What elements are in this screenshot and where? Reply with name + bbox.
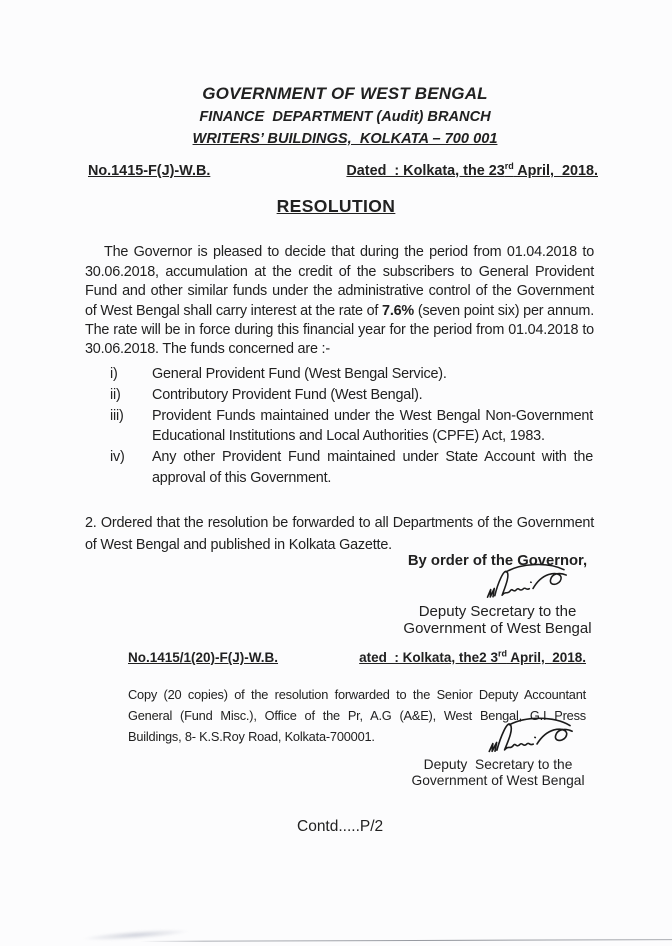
paragraph1-end: (seven point six) per annum. The rate will be in force during this financial year for the period from 01.04.2018 to 30.06.2018. The funds concerned are :- (85, 302, 594, 358)
memo2-dated-ordinal: rd (497, 648, 507, 659)
copy-forwarding-paragraph: Copy (20 copies) of the resolution forwarded to the Senior Deputy Accountant General (Fund Misc.), Office of the Pr, A.G (A&E), West Bengal, G.I Press Buildings, 8- K.S.Roy Road, Kolkata-700001. (128, 686, 586, 744)
memo1-number: No.1415-F(J)-W.B. (88, 163, 211, 179)
list-item (110, 364, 593, 385)
memo-row-1 (88, 163, 598, 179)
letterhead-department: FINANCE DEPARTMENT (Audit) BRANCH (199, 109, 491, 125)
resolution-title: RESOLUTION (276, 196, 396, 216)
signatory2-line-2: Government of West Bengal (411, 772, 585, 788)
list-marker: iv) (110, 449, 125, 466)
list-text: Contributory Provident Fund (West Bengal). (152, 386, 423, 403)
list-marker: ii) (110, 386, 121, 403)
signatory-block-2 (408, 757, 588, 788)
signatory1-line-1: Deputy Secretary to the (418, 603, 577, 620)
memo-row-2 (128, 650, 586, 665)
memo1-dated (346, 163, 598, 179)
body-paragraph-1 (85, 243, 594, 359)
memo2-dated-year: April, 2018. (506, 650, 586, 665)
interest-rate-value: 7.6% (382, 302, 415, 319)
list-text: Provident Funds maintained under the West Bengal Non-Government Educational Institutions and Local Authorities (CPFE) Act, 1983. (152, 407, 593, 445)
memo2-number: No.1415/1(20)-F(J)-W.B. (128, 650, 279, 665)
letterhead-government: GOVERNMENT OF WEST BENGAL (202, 84, 488, 103)
signatory2-line-1: Deputy Secretary to the (423, 757, 573, 772)
list-item (110, 447, 593, 489)
list-text: General Provident Fund (West Bengal Service). (152, 366, 447, 382)
memo2-dated (359, 650, 586, 665)
scan-edge-line (140, 939, 672, 942)
list-item (110, 406, 593, 448)
list-marker: iii) (110, 407, 124, 424)
memo2-dated-text: ated : Kolkata, the2 3 (359, 650, 498, 665)
signature-1 (480, 560, 574, 603)
list-text: Any other Provident Fund maintained under State Account with the approval of this Government. (152, 449, 593, 486)
letterhead (30, 85, 660, 146)
memo1-dated-ordinal: rd (504, 161, 514, 172)
signatory1-line-2: Government of West Bengal (403, 619, 592, 637)
list-marker: i) (110, 366, 118, 382)
resolution-title-row (0, 196, 672, 217)
body-paragraph-2: 2. Ordered that the resolution be forwarded to all Departments of the Government of West Bengal and published in Kolkata Gazette. (85, 515, 594, 553)
provident-fund-list (110, 364, 593, 489)
continued-page-indicator: Contd.....P/2 (297, 818, 384, 835)
paragraph1-start: The Governor is pleased to decide that during the period from 01.04.2018 to 30.06.2018, accumulation at the credit of the subscribers to General Provident Fund and other similar funds under the administrative control of the Government of West Bengal shall carry interest at the rate of (85, 244, 594, 319)
signature-2 (482, 715, 579, 757)
memo1-dated-year: April, 2018. (513, 163, 598, 179)
letterhead-address: WRITERS’ BUILDINGS, KOLKATA – 700 001 (192, 130, 498, 147)
memo1-dated-text: Dated : Kolkata, the 23 (346, 163, 505, 179)
signatory-block-1 (395, 604, 600, 637)
by-order-line: By order of the Governor, (407, 553, 588, 569)
list-item (110, 385, 593, 406)
